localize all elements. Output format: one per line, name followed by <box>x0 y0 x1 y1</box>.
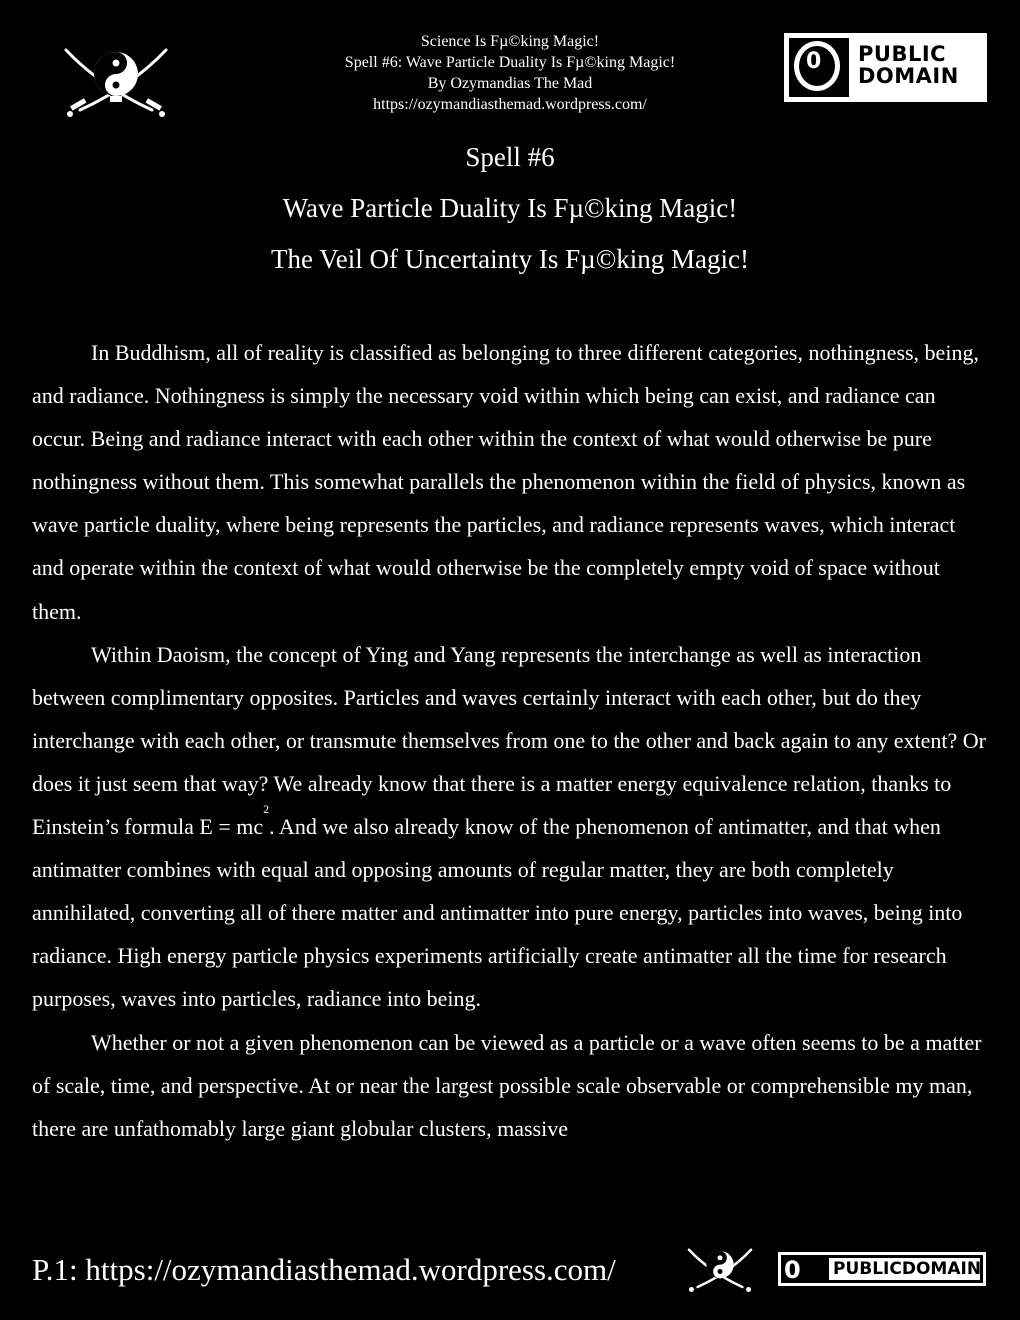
paragraph <box>32 633 988 1021</box>
paragraph-text: . And we also already know of the phenomenon of antimatter, and that when antimatter combines with equal and opposing amounts of regular matter, they are both completely annihilated, converting all of there matter and antimatter into pure energy, particles into waves, being into radiance. High energy particle physics experiments artificially create antimatter all the time for research purposes, waves into particles, radiance into being. <box>32 814 963 1012</box>
badge-word-domain: DOMAIN <box>858 64 959 88</box>
spell-heading: Spell #6: Wave Particle Duality Is Fµ©king Magic! <box>344 54 676 71</box>
public-domain-badge <box>784 33 987 102</box>
header-info <box>280 31 740 115</box>
badge-number: 0 <box>806 49 822 74</box>
subtitle-two: The Veil Of Uncertainty Is Fµ©king Magic! <box>271 244 749 274</box>
superscript: 2 <box>263 802 270 817</box>
paragraph-text: Within Daoism, the concept of Ying and Yang represents the interchange as well as interaction between complimentary opposites. Particles and waves certainly interact with each other, but do they interchange with each other, or transmute themselves from one to the other and back again to any extent? Or does it just seem that way? We already know that there is a matter energy equivalence relation, thanks to Einstein’s formula E = mc <box>32 641 986 840</box>
paragraph: In Buddhism, all of reality is classified as belonging to three different categories, nothingness, being, and radiance. Nothingness is simply the necessary void within which being can exist, and radiance can occur. Being and radiance interact with each other within the context of what would otherwise be pure nothingness without them. This somewhat parallels the phenomenon within the field of physics, known as wave particle duality, where being represents the particles, and radiance represents waves, which interact and operate within the context of what would otherwise be the completely empty void of space without them. <box>32 340 979 624</box>
article-body <box>32 331 988 1150</box>
badge-text: PUBLICDOMAIN <box>833 1259 982 1279</box>
badge-number: 0 <box>784 1256 801 1284</box>
page-footer[interactable]: P.1: https://ozymandiasthemad.wordpress.com/ <box>32 1252 616 1287</box>
badge-word-public: PUBLIC <box>858 42 947 66</box>
site-url[interactable]: https://ozymandiasthemad.wordpress.com/ <box>373 96 647 113</box>
yin-yang-crossed-swords-icon <box>60 44 172 118</box>
paragraph: Whether or not a given phenomenon can be viewed as a particle or a wave often seems to be a matter of scale, time, and perspective. At or near the largest possible scale observable or comprehensible my man, there are unfathomably large giant globular clusters, massive <box>32 1029 982 1141</box>
author: By Ozymandias The Mad <box>427 75 593 92</box>
subtitle-one: Wave Particle Duality Is Fµ©king Magic! <box>282 193 738 223</box>
yin-yang-crossed-swords-icon <box>685 1246 755 1292</box>
spell-title: Spell #6 <box>465 142 555 172</box>
public-domain-badge-small <box>778 1252 986 1286</box>
series-title: Science Is Fµ©king Magic! <box>420 33 600 50</box>
